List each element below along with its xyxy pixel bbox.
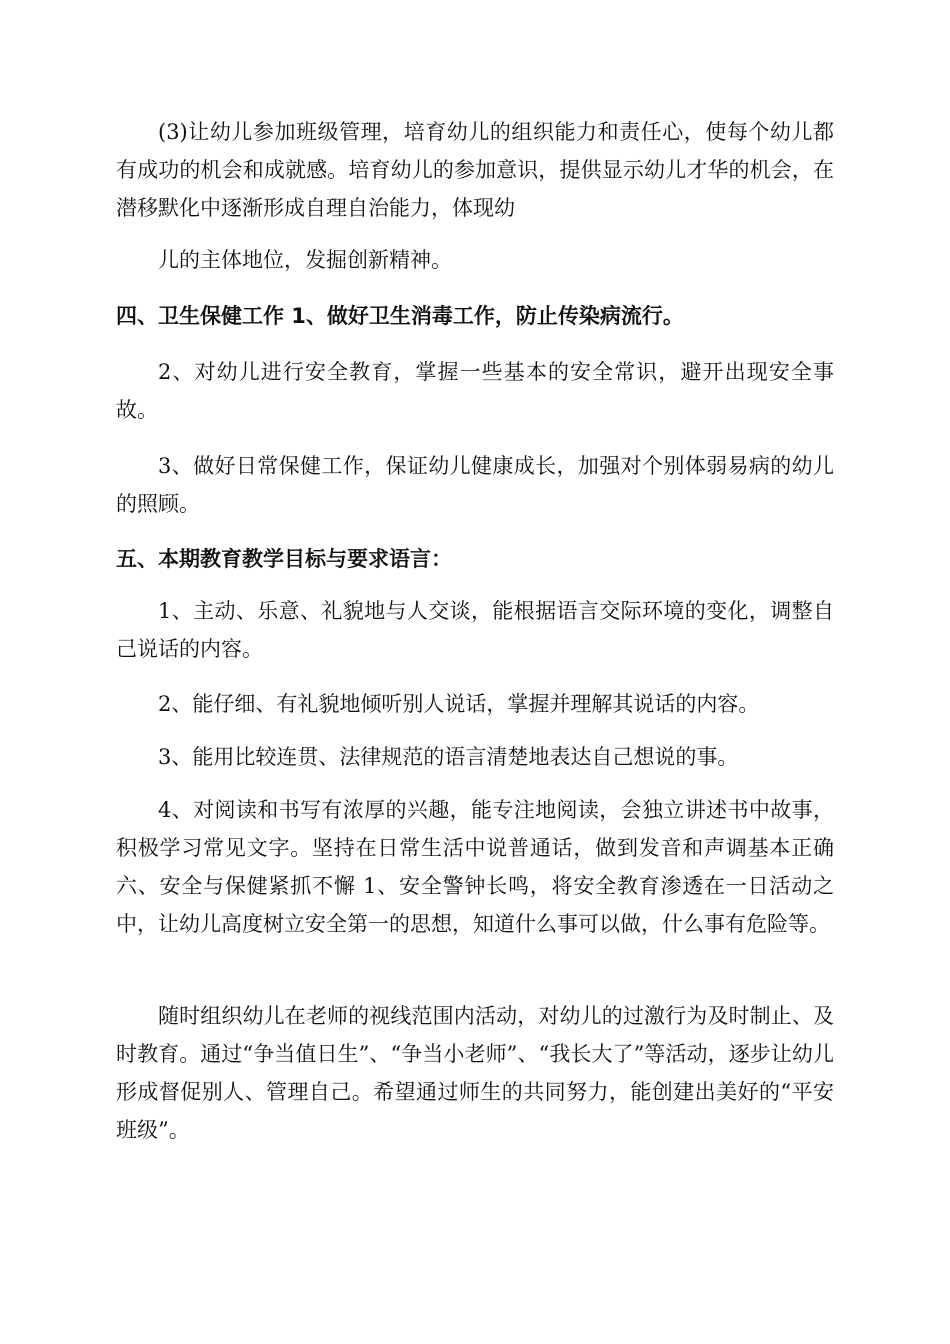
section-heading-teaching-goals: 五、本期教育教学目标与要求语言： [116, 547, 452, 571]
paragraph-safety-education: 2、对幼儿进行安全教育，掌握一些基本的安全常识，避开出现安全事故。 [116, 360, 834, 422]
paragraph-daily-health-care: 3、做好日常保健工作，保证幼儿健康成长，加强对个别体弱易病的幼儿的照顾。 [116, 454, 834, 516]
paragraph-goal-expression: 3、能用比较连贯、法律规范的语言清楚地表达自己想说的事。 [158, 745, 739, 769]
paragraph-class-management: (3)让幼儿参加班级管理，培育幼儿的组织能力和责任心，使每个幼儿都有成功的机会和成就感。培育幼儿的参加意识，提供显示幼儿才华的机会，在潜移默化中逐渐形成自理自治能力，体现幼 [116, 120, 834, 220]
paragraph-goal-conversation: 1、主动、乐意、礼貌地与人交谈，能根据语言交际环境的变化，调整自己说话的内容。 [116, 599, 834, 661]
paragraph-subject-status: 儿的主体地位，发掘创新精神。 [158, 248, 452, 272]
paragraph-goal-reading-safety: 4、对阅读和书写有浓厚的兴趣，能专注地阅读，会独立讲述书中故事，积极学习常见文字。坚持在日常生活中说普通话，做到发音和声调基本正确六、安全与保健紧抓不懈 1、安全警钟长鸣，将安全教育渗透在一日活动之中，让幼儿高度树立安全第一的思想，知道什么事可以做，什么事有危险等。 [116, 798, 834, 936]
paragraph-safe-class: 随时组织幼儿在老师的视线范围内活动，对幼儿的过激行为及时制止、及时教育。通过“争当值日生”、“争当小老师”、“我长大了”等活动，逐步让幼儿形成督促别人、管理自己。希望通过师生的共同努力，能创建出美好的“平安班级”。 [116, 1004, 834, 1142]
paragraph-goal-listening: 2、能仔细、有礼貌地倾听别人说话，掌握并理解其说话的内容。 [158, 692, 760, 716]
section-heading-health-care: 四、卫生保健工作 1、做好卫生消毒工作，防止传染病流行。 [116, 304, 684, 328]
